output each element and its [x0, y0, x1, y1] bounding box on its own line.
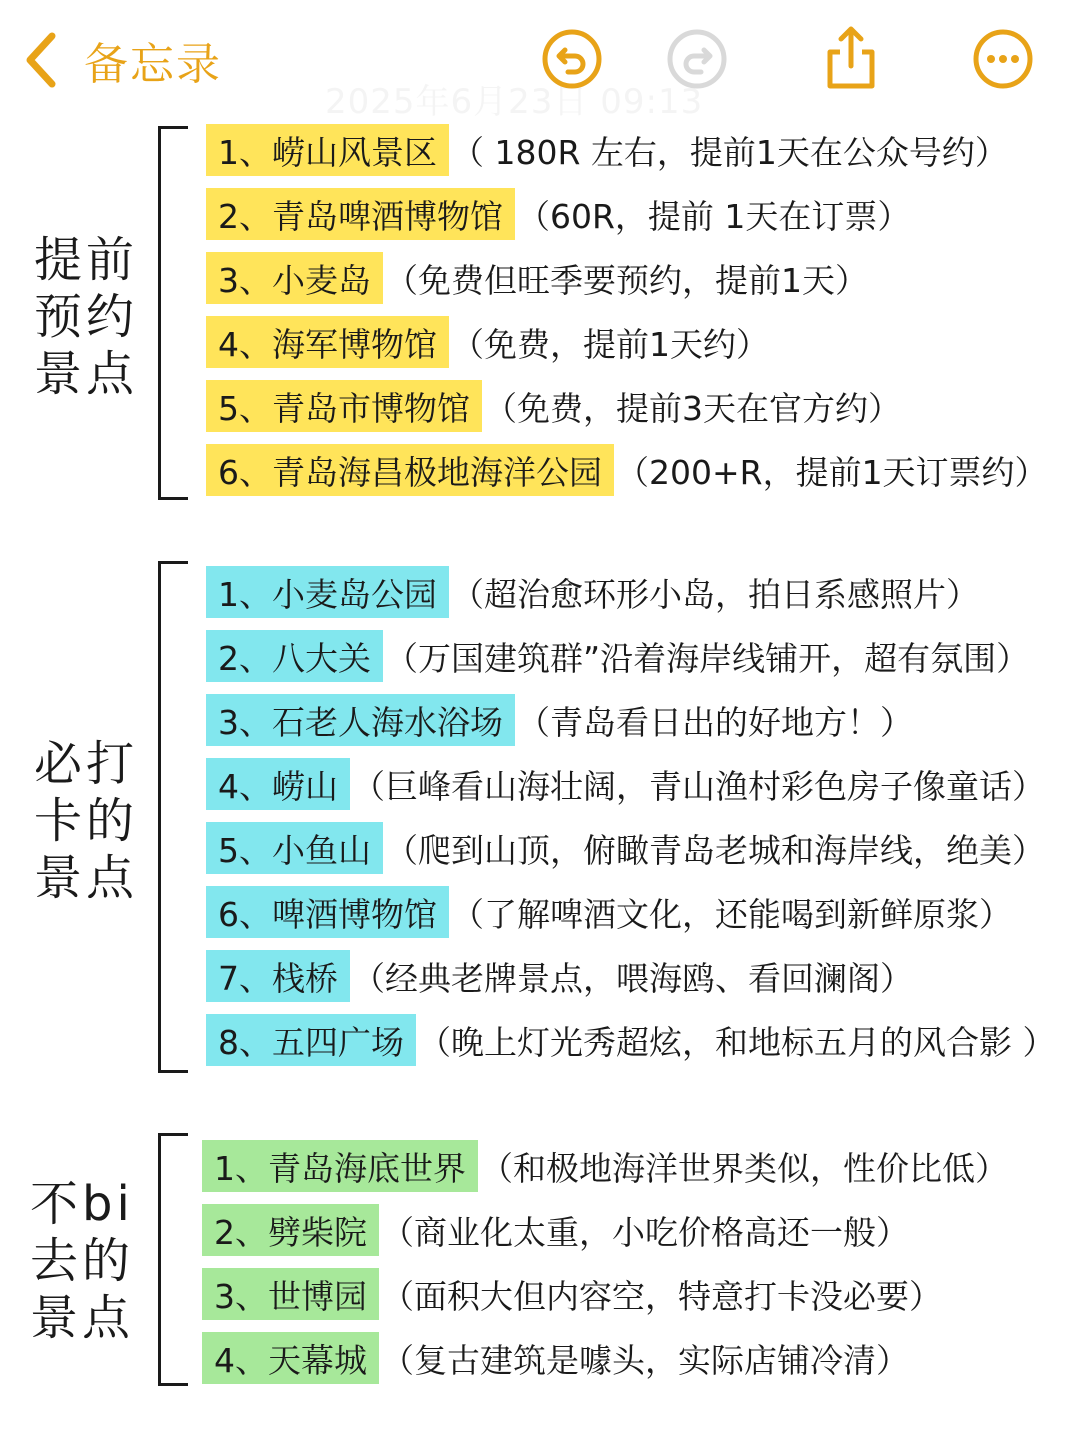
item-name: 崂山	[272, 766, 338, 806]
item-highlight	[202, 1140, 478, 1192]
item-name: 天幕城	[268, 1340, 367, 1380]
item-note: （复古建筑是噱头，实际店铺冷清）	[381, 1340, 909, 1380]
undo-button[interactable]	[541, 28, 603, 90]
list-item[interactable]	[202, 1332, 909, 1384]
item-name: 劈柴院	[268, 1212, 367, 1252]
item-highlight	[206, 630, 383, 682]
item-note: （万国建筑群”沿着海岸线铺开，超有氛围）	[385, 638, 1030, 678]
item-name: 栈桥	[272, 958, 338, 998]
item-note: （60R，提前 1天在订票）	[517, 196, 911, 236]
back-label: 备忘录	[84, 39, 222, 90]
list-item[interactable]	[206, 380, 901, 432]
list-item[interactable]	[206, 124, 1008, 176]
section-title-line: 不bi 去的 景点	[30, 1176, 135, 1346]
share-icon	[820, 24, 882, 92]
item-note: （免费，提前3天在官方约）	[484, 388, 901, 428]
item-highlight	[206, 886, 449, 938]
item-note: （免费，提前1天约）	[451, 324, 769, 364]
item-highlight	[206, 758, 350, 810]
list-item[interactable]	[206, 886, 1012, 938]
share-button[interactable]	[820, 24, 882, 92]
item-name: 海军博物馆	[272, 324, 437, 364]
item-highlight	[206, 822, 383, 874]
item-name: 八大关	[272, 638, 371, 678]
item-note: （面积大但内容空，特意打卡没必要）	[381, 1276, 942, 1316]
item-note: （晚上灯光秀超炫，和地标五月的风合影 ）	[418, 1022, 1056, 1062]
item-number: 2、	[218, 638, 272, 678]
item-note: （经典老牌景点，喂海鸥、看回澜阁）	[352, 958, 913, 998]
list-item[interactable]	[206, 950, 913, 1002]
list-item[interactable]	[206, 630, 1029, 682]
item-highlight	[206, 124, 449, 176]
item-number: 6、	[218, 894, 272, 934]
list-item[interactable]	[206, 566, 979, 618]
item-highlight	[206, 380, 482, 432]
list-item[interactable]	[206, 694, 913, 746]
item-number: 3、	[218, 260, 272, 300]
bracket	[158, 1133, 188, 1386]
item-name: 小麦岛公园	[272, 574, 437, 614]
item-number: 3、	[218, 702, 272, 742]
item-number: 8、	[218, 1022, 272, 1062]
item-name: 世博园	[268, 1276, 367, 1316]
item-name: 青岛市博物馆	[272, 388, 470, 428]
item-note: （200+R，提前1天订票约）	[616, 452, 1048, 492]
item-note: （了解啤酒文化，还能喝到新鲜原浆）	[451, 894, 1012, 934]
item-highlight	[206, 950, 350, 1002]
item-highlight	[206, 1014, 416, 1066]
item-number: 2、	[218, 196, 272, 236]
item-name: 石老人海水浴场	[272, 702, 503, 742]
item-number: 1、	[218, 132, 272, 172]
list-item[interactable]	[206, 758, 1045, 810]
item-highlight	[206, 188, 515, 240]
item-name: 青岛海底世界	[268, 1148, 466, 1188]
section-title-line: 提前 预约 景点	[34, 232, 139, 402]
redo-icon	[666, 28, 728, 90]
list-item[interactable]	[206, 1014, 1056, 1066]
more-button[interactable]	[972, 28, 1034, 90]
chevron-left-icon	[22, 30, 62, 90]
item-name: 崂山风景区	[272, 132, 437, 172]
item-note: （商业化太重，小吃价格高还一般）	[381, 1212, 909, 1252]
list-item[interactable]	[202, 1268, 942, 1320]
section-title-line: 必打 卡的 景点	[34, 736, 139, 906]
list-item[interactable]	[202, 1204, 909, 1256]
item-note: （和极地海洋世界类似，性价比低）	[480, 1148, 1008, 1188]
list-item[interactable]	[206, 188, 910, 240]
item-number: 5、	[218, 388, 272, 428]
item-highlight	[206, 566, 449, 618]
item-name: 青岛啤酒博物馆	[272, 196, 503, 236]
item-highlight	[206, 444, 614, 496]
item-note: （超治愈环形小岛，拍日系感照片）	[451, 574, 979, 614]
list-item[interactable]	[206, 822, 1045, 874]
item-name: 啤酒博物馆	[272, 894, 437, 934]
item-note: （爬到山顶，俯瞰青岛老城和海岸线，绝美）	[385, 830, 1045, 870]
section-title	[30, 1176, 140, 1347]
item-number: 1、	[214, 1148, 268, 1188]
item-number: 5、	[218, 830, 272, 870]
item-highlight	[206, 252, 383, 304]
back-button[interactable]	[22, 28, 222, 92]
redo-button[interactable]	[666, 28, 728, 90]
navigation-bar	[0, 0, 1080, 120]
item-number: 4、	[214, 1340, 268, 1380]
note-date: 2025年6月23日 09:13	[325, 82, 704, 122]
item-highlight	[206, 694, 515, 746]
item-name: 小鱼山	[272, 830, 371, 870]
list-item[interactable]	[202, 1140, 1008, 1192]
bracket	[158, 561, 188, 1073]
more-icon	[972, 28, 1034, 90]
item-name: 小麦岛	[272, 260, 371, 300]
list-item[interactable]	[206, 316, 769, 368]
item-number: 7、	[218, 958, 272, 998]
list-item[interactable]	[206, 444, 1048, 496]
item-highlight	[202, 1204, 379, 1256]
item-note: （巨峰看山海壮阔，青山渔村彩色房子像童话）	[352, 766, 1045, 806]
item-number: 1、	[218, 574, 272, 614]
item-highlight	[202, 1332, 379, 1384]
item-number: 2、	[214, 1212, 268, 1252]
item-highlight	[202, 1268, 379, 1320]
item-number: 4、	[218, 766, 272, 806]
section-title	[34, 232, 144, 403]
item-name: 青岛海昌极地海洋公园	[272, 452, 602, 492]
item-number: 6、	[218, 452, 272, 492]
section-title	[34, 736, 144, 907]
list-item[interactable]	[206, 252, 868, 304]
item-note: （青岛看日出的好地方！）	[517, 702, 913, 742]
item-number: 3、	[214, 1276, 268, 1316]
undo-icon	[541, 28, 603, 90]
item-number: 4、	[218, 324, 272, 364]
item-highlight	[206, 316, 449, 368]
bracket	[158, 126, 188, 500]
item-name: 五四广场	[272, 1022, 404, 1062]
item-note: （ 180R 左右，提前1天在公众号约）	[451, 132, 1008, 172]
item-note: （免费但旺季要预约，提前1天）	[385, 260, 868, 300]
